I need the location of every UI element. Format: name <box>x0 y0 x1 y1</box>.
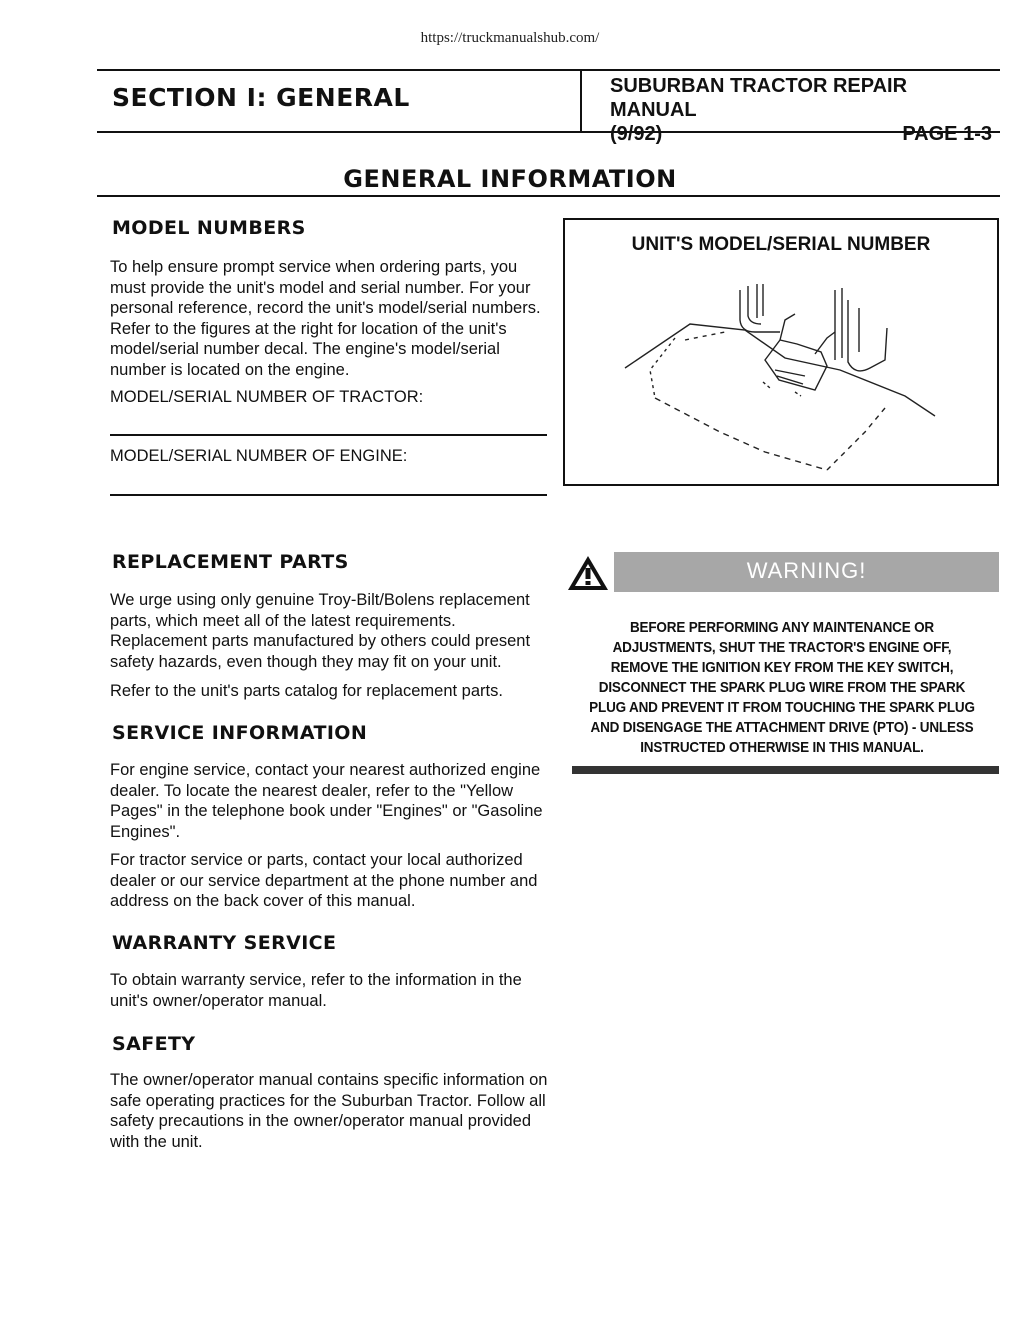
page-number: PAGE 1-3 <box>902 123 992 145</box>
heading-service-information: SERVICE INFORMATION <box>112 722 368 744</box>
model-numbers-text: To help ensure prompt service when ordering parts, you must provide the unit's model and serial number. For your personal reference, record the unit's model/serial numbers. Refer to the figures at the right for location of the unit's model/serial number decal. The engine's model/serial number is located on the engine. <box>110 258 541 379</box>
section-title: SECTION I: GENERAL <box>112 83 410 112</box>
tractor-number-label: MODEL/SERIAL NUMBER OF TRACTOR: <box>110 388 424 406</box>
safety-text: The owner/operator manual contains specific information on safe operating practices for the Suburban Tractor. Follow all safety precautions in the owner/operator manual provided with the unit. <box>110 1071 548 1151</box>
manual-date: (9/92) <box>610 123 663 145</box>
warning-text: BEFORE PERFORMING ANY MAINTENANCE OR ADJUSTMENTS, SHUT THE TRACTOR'S ENGINE OFF, REMOVE THE IGNITION KEY FROM THE KEY SWITCH, DISCONNECT THE SPARK PLUG WIRE FROM THE SPARK PLUG AND PREVENT IT FROM TOUCHING THE SPARK PLUG AND DISENGAGE THE ATTACHMENT DRIVE (PTO) - UNLESS INSTRUCTED OTHERWISE IN THIS MANUAL. <box>589 619 975 756</box>
replacement-parts-text: We urge using only genuine Troy-Bilt/Bolens replacement parts, which meet all of the latest requirements. Replacement parts manufactured by others could present safety hazards, even though they may fit on your unit. <box>110 591 531 671</box>
tractor-number-line <box>110 434 547 436</box>
service-tractor-text: For tractor service or parts, contact your local authorized dealer or our service department at the phone number and address on the back cover of this manual. <box>110 851 538 910</box>
warning-triangle-icon <box>566 554 610 592</box>
title-rule <box>97 195 1000 197</box>
serial-plate-illustration <box>565 220 997 484</box>
warranty-text: To obtain warranty service, refer to the information in the unit's owner/operator manual. <box>110 971 522 1010</box>
engine-number-label: MODEL/SERIAL NUMBER OF ENGINE: <box>110 447 408 465</box>
warning-title: WARNING! <box>746 558 867 583</box>
service-engine-text: For engine service, contact your nearest authorized engine dealer. To locate the nearest dealer, refer to the "Yellow Pages" in the telephone book under "Engines" or "Gasoline Engines". <box>110 761 543 841</box>
warning-banner <box>614 552 999 592</box>
page-title: GENERAL INFORMATION <box>343 165 677 193</box>
source-url: https://truckmanualshub.com/ <box>420 30 600 46</box>
heading-warranty-service: WARRANTY SERVICE <box>112 932 337 954</box>
heading-safety: SAFETY <box>112 1033 196 1055</box>
figure-box <box>563 218 999 486</box>
header-divider <box>580 69 582 133</box>
engine-number-line <box>110 494 547 496</box>
warning-bottom-bar <box>572 766 999 774</box>
header-top-rule <box>97 69 1000 71</box>
figure-caption: UNIT'S MODEL/SERIAL NUMBER <box>631 234 931 255</box>
heading-replacement-parts: REPLACEMENT PARTS <box>112 551 349 573</box>
heading-model-numbers: MODEL NUMBERS <box>112 217 306 239</box>
manual-title: SUBURBAN TRACTOR REPAIR MANUAL <box>610 75 908 121</box>
manual-header <box>610 74 992 146</box>
replacement-parts-catalog: Refer to the unit's parts catalog for replacement parts. <box>110 682 503 700</box>
